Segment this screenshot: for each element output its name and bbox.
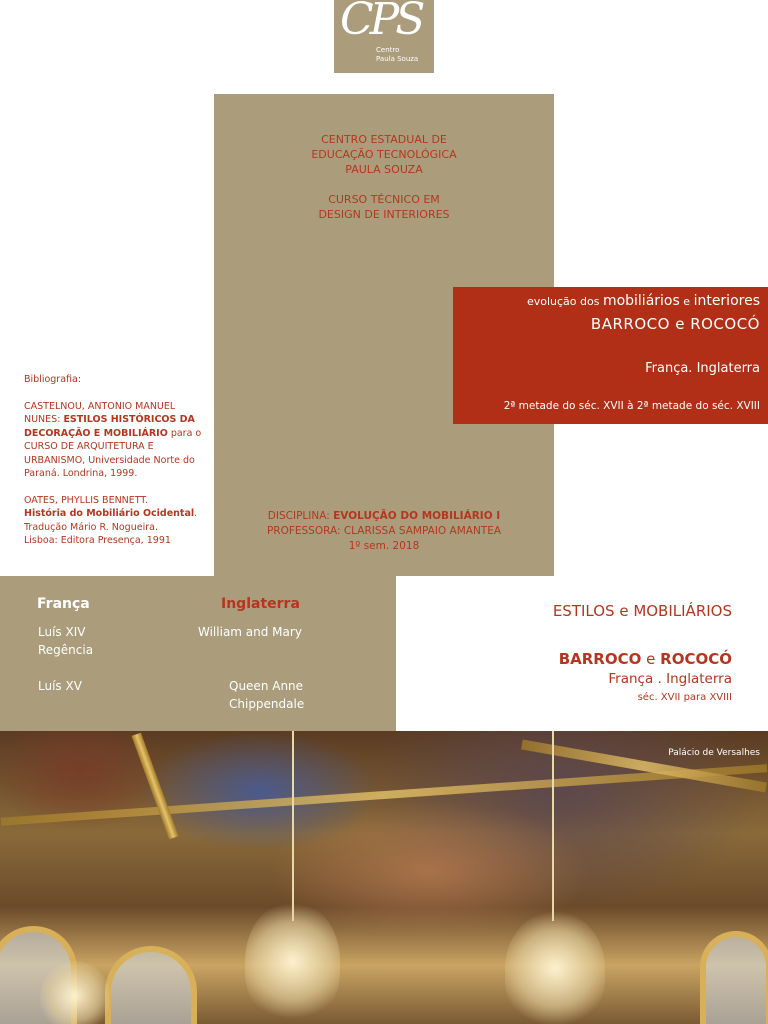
photo-chandelier bbox=[40, 961, 110, 1024]
discipline-label: DISCIPLINA: bbox=[267, 510, 330, 522]
course-line: CURSO TÉCNICO EM bbox=[328, 193, 440, 206]
bibliography bbox=[24, 373, 210, 548]
ref-title: ESTILOS HISTÓRICOS DA DECORAÇÃO E MOBILIÁRIO bbox=[24, 414, 195, 439]
versailles-photo bbox=[0, 731, 768, 1024]
england-period: William and Mary bbox=[198, 625, 302, 639]
title-text: e bbox=[683, 295, 691, 308]
teacher: PROFESSORA: CLARISSA SAMPAIO AMANTEA bbox=[266, 525, 502, 537]
france-period: Luís XIV bbox=[38, 625, 86, 639]
title-text: evolução dos bbox=[526, 295, 600, 308]
logo-mark: CPS bbox=[340, 0, 422, 45]
estilos-panel bbox=[396, 576, 768, 731]
photo-chandelier-chain bbox=[292, 731, 294, 921]
semester: 1º sem. 2018 bbox=[348, 540, 420, 552]
photo-gilded-rib bbox=[131, 733, 178, 840]
style-name: BARROCO bbox=[558, 650, 642, 668]
conjunction: e bbox=[646, 650, 656, 668]
style-name: ROCOCÓ bbox=[660, 650, 732, 668]
title-keyword: mobiliários bbox=[602, 293, 680, 309]
france-period: Regência bbox=[38, 643, 94, 657]
bibliography-heading: Bibliografia: bbox=[24, 374, 82, 385]
photo-chandelier bbox=[505, 911, 605, 1024]
photo-window-arch bbox=[700, 931, 768, 1024]
bibliography-ref bbox=[24, 400, 210, 481]
title-keyword: interiores bbox=[693, 293, 760, 309]
estilos-heading: ESTILOS e MOBILIÁRIOS bbox=[552, 602, 732, 620]
england-period: Queen Anne bbox=[229, 679, 304, 693]
discipline-block bbox=[214, 509, 554, 554]
style-name: ROCOCÓ bbox=[690, 315, 760, 333]
photo-mirror-arch bbox=[105, 946, 197, 1024]
bibliography-ref: OATES, PHYLLIS BENNETT. História do Mobiliário Ocidental. Tradução Mário R. Nogueira. Lisboa: Editora Presença, 1991 bbox=[24, 494, 210, 548]
styles-line bbox=[591, 315, 760, 333]
ref-details: Lisboa: Editora Presença, 1991 bbox=[24, 535, 171, 546]
estilos-styles bbox=[559, 650, 732, 668]
logo-sub-line2: Paula Souza bbox=[376, 55, 419, 63]
ref-details: para o CURSO DE ARQUITETURA E URBANISMO, Universidade Norte do Paraná. Londrina, 1999. bbox=[24, 427, 202, 479]
photo-caption: Palácio de Versalhes bbox=[668, 748, 760, 758]
cps-logo bbox=[334, 0, 434, 73]
logo-sub-line1: Centro bbox=[376, 46, 400, 54]
course-line: DESIGN DE INTERIORES bbox=[318, 208, 450, 221]
photo-chandelier bbox=[245, 901, 340, 1021]
title-box bbox=[453, 287, 768, 424]
logo-subtitle bbox=[376, 46, 418, 64]
ref-authors: CASTELNOU, ANTONIO MANUEL NUNES: bbox=[24, 400, 176, 425]
title-line bbox=[527, 293, 760, 309]
periods-panel bbox=[0, 576, 396, 731]
england-header: Inglaterra bbox=[221, 596, 300, 612]
countries: França. Inglaterra bbox=[645, 361, 760, 376]
style-name: BARROCO bbox=[590, 315, 670, 333]
photo-gilded-molding bbox=[1, 764, 768, 826]
conjunction: e bbox=[675, 315, 685, 333]
period: 2ª metade do séc. XVII à 2ª metade do séc. XVIII bbox=[503, 400, 760, 412]
discipline-name: EVOLUÇÃO DO MOBILIÁRIO I bbox=[333, 510, 501, 522]
estilos-countries: França . Inglaterra bbox=[608, 671, 732, 687]
estilos-century: séc. XVII para XVIII bbox=[637, 692, 732, 703]
institution-line: CENTRO ESTADUAL DE bbox=[321, 133, 447, 146]
ref-authors: OATES, PHYLLIS BENNETT. bbox=[24, 494, 149, 506]
institution-line: EDUCAÇÃO TECNOLÓGICA bbox=[311, 148, 457, 161]
ref-details: Tradução Mário R. Nogueira. bbox=[24, 521, 158, 533]
france-header: França bbox=[37, 596, 90, 612]
france-period: Luís XV bbox=[38, 679, 82, 693]
institution-block bbox=[214, 132, 554, 222]
ref-title: História do Mobiliário Ocidental bbox=[24, 508, 195, 519]
photo-chandelier-chain bbox=[552, 731, 554, 921]
institution-line: PAULA SOUZA bbox=[345, 163, 423, 176]
england-period: Chippendale bbox=[229, 697, 305, 711]
